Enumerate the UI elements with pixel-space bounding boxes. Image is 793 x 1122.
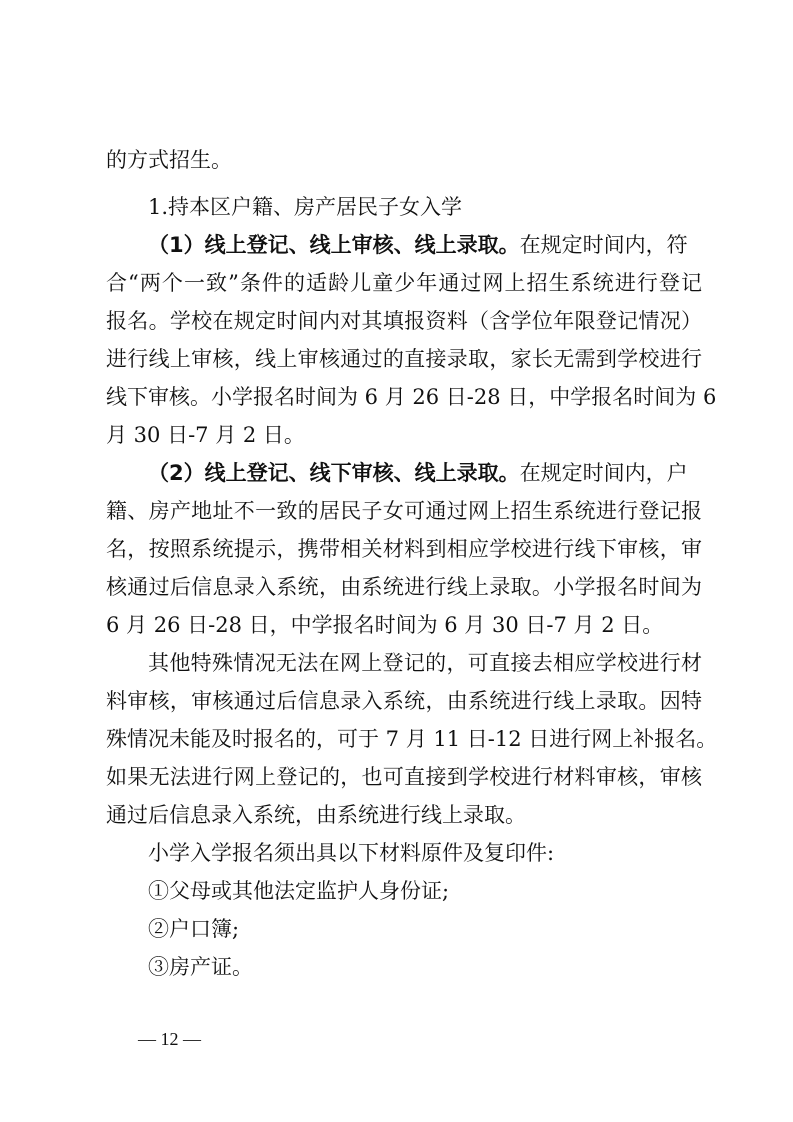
paragraph-line: 6 月 26 日-28 日，中学报名时间为 6 月 30 日-7 月 2 日。 <box>106 613 664 637</box>
paragraph-text: 在规定时间内，符 <box>519 233 688 257</box>
item-heading: （1）线上登记、线上审核、线上录取。 <box>148 233 520 257</box>
paragraph-line: 名，按照系统提示，携带相关材料到相应学校进行线下审核，审 <box>106 537 702 561</box>
paragraph-line: 通过后信息录入系统，由系统进行线上录取。 <box>106 803 526 827</box>
list-item: ③房产证。 <box>148 955 253 979</box>
paragraph-line: 如果无法进行网上登记的，也可直接到学校进行材料审核，审核 <box>106 765 702 789</box>
item-heading: （2）线上登记、线下审核、线上录取。 <box>148 461 520 485</box>
paragraph-line: 核通过后信息录入系统，由系统进行线上录取。小学报名时间为 <box>106 575 702 599</box>
paragraph-line <box>106 230 702 260</box>
paragraph-line: 籍、房产地址不一致的居民子女可通过网上招生系统进行登记报 <box>106 499 702 523</box>
page-number: — 12 — <box>138 1029 201 1049</box>
paragraph-line: 报名。学校在规定时间内对其填报资料（含学位年限登记情况） <box>106 309 702 333</box>
paragraph-line: 进行线上审核，线上审核通过的直接录取，家长无需到学校进行 <box>106 347 702 371</box>
list-item: ②户口簿; <box>148 917 240 941</box>
paragraph-line: 殊情况未能及时报名的，可于 7 月 11 日-12 日进行网上补报名。 <box>106 727 718 751</box>
paragraph-line <box>106 458 702 488</box>
section-heading: 1.持本区户籍、房产居民子女入学 <box>148 195 463 219</box>
paragraph-line: 月 30 日-7 月 2 日。 <box>106 423 305 447</box>
paragraph-line: 线下审核。小学报名时间为 6 月 26 日-28 日，中学报名时间为 6 <box>106 385 717 409</box>
paragraph-line: 料审核，审核通过后信息录入系统，由系统进行线上录取。因特 <box>106 689 702 713</box>
list-item: ①父母或其他法定监护人身份证; <box>148 879 450 903</box>
paragraph-text: 在规定时间内，户 <box>519 461 688 485</box>
paragraph-line: 其他特殊情况无法在网上登记的，可直接去相应学校进行材 <box>148 651 702 675</box>
paragraph-line: 合“两个一致”条件的适龄儿童少年通过网上招生系统进行登记 <box>106 271 702 295</box>
paragraph-line: 小学入学报名须出具以下材料原件及复印件: <box>148 841 555 865</box>
paragraph-line: 的方式招生。 <box>106 148 232 172</box>
